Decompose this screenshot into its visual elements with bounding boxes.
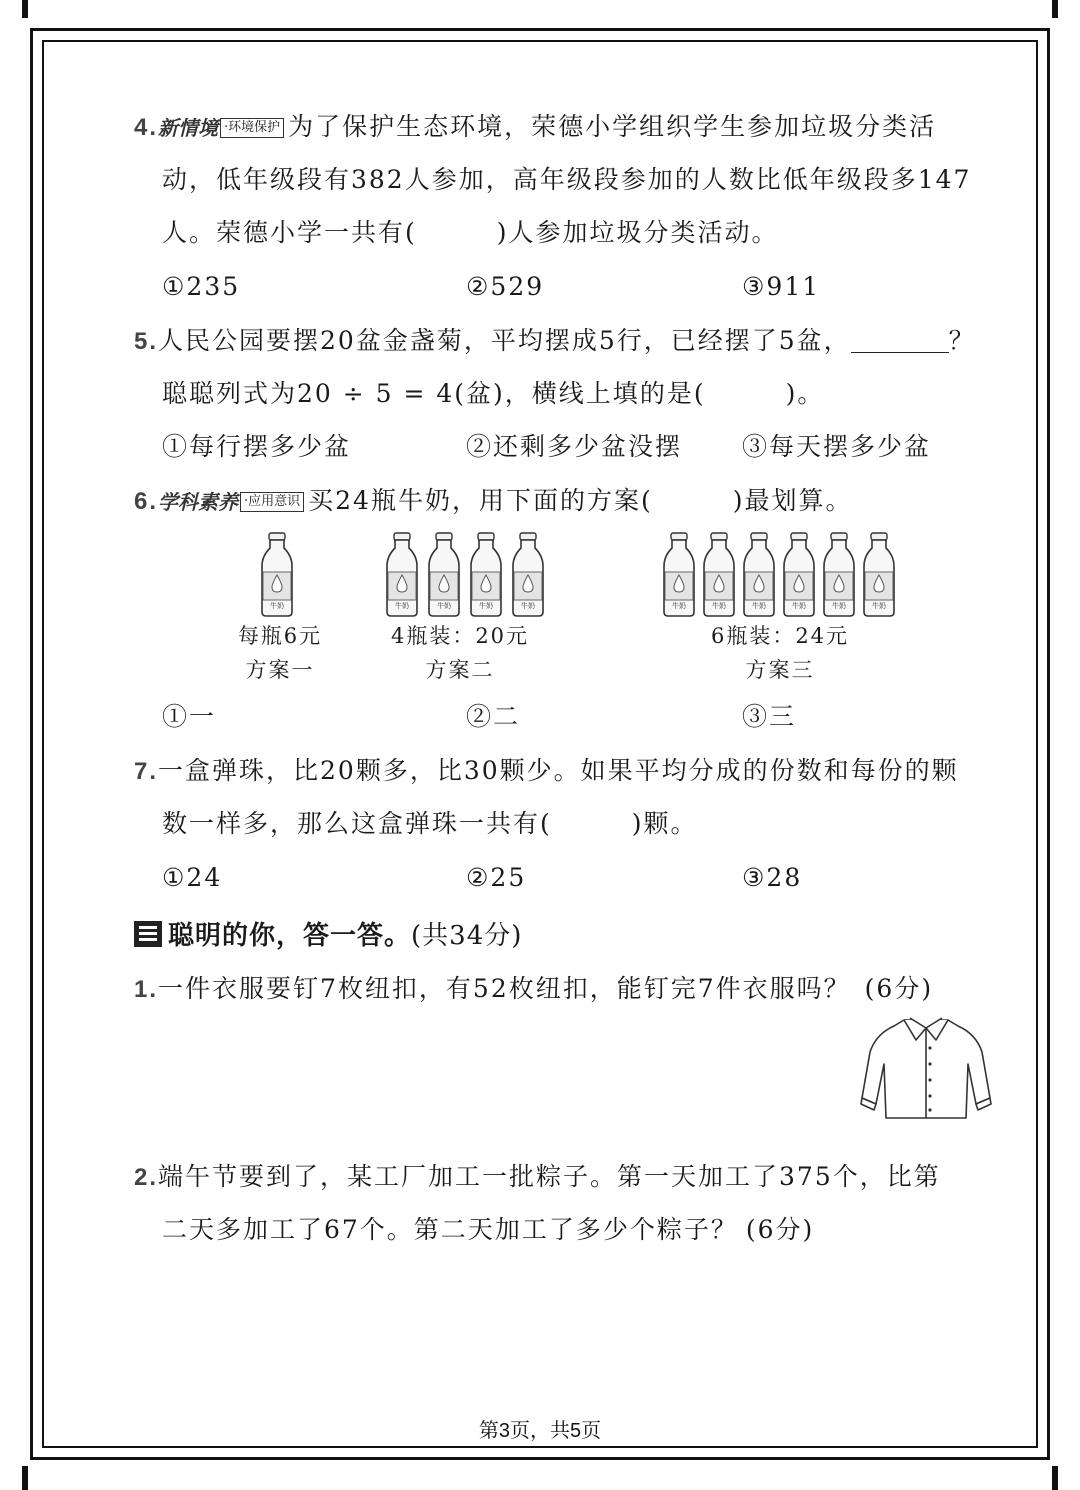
- page-number: 第3页，共5页: [478, 1420, 602, 1442]
- q4-line-3: [162, 216, 779, 250]
- milk-bottles-illustration: 牛奶: [230, 530, 910, 620]
- bottle-plan3-2: [704, 533, 734, 616]
- plan1-name: 方案一: [245, 658, 315, 682]
- q7-line-1: [134, 754, 959, 789]
- bottle-plan3-3: [744, 533, 774, 616]
- q6-option-2[interactable]: ②二: [466, 702, 521, 731]
- plan3-price: 6瓶装：24元: [710, 624, 850, 648]
- q5-number: 5.: [134, 328, 159, 355]
- q4-text-3a: 人。荣德小学一共有(: [162, 218, 417, 247]
- s3-q1-score: (6分): [864, 974, 934, 1003]
- s3-q2-text-1: 端午节要到了，某工厂加工一批粽子。第一天加工了375个，比第: [158, 1162, 941, 1191]
- q7-number: 7.: [134, 758, 159, 785]
- s3-q2-number: 2.: [134, 1164, 159, 1191]
- q4-tag-sub: ·环境保护: [220, 118, 284, 138]
- plan2-name: 方案二: [425, 658, 495, 682]
- q4-line-1: [134, 110, 936, 145]
- s3-q2-score: (6分): [745, 1215, 815, 1244]
- top-left-corner-mark: [22, 0, 28, 18]
- q6-option-1[interactable]: ①一: [162, 702, 217, 731]
- bottle-plan3-6: [864, 533, 894, 616]
- s3-q2-text-2: 二天多加工了67个。第二天加工了多少个粽子？: [162, 1215, 738, 1244]
- q6-text-1b: )最划算。: [732, 486, 853, 515]
- s3-q1-text: 一件衣服要钉7枚纽扣，有52枚纽扣，能钉完7件衣服吗？: [158, 974, 851, 1003]
- q7-option-1[interactable]: ①24: [162, 863, 223, 892]
- bottle-plan2-3: [471, 533, 501, 616]
- q5-option-2[interactable]: ②还剩多少盆没摆: [466, 432, 683, 461]
- q4-option-3[interactable]: ③911: [742, 272, 821, 301]
- q4-tag-main: 新情境: [158, 116, 219, 140]
- q4-text-2: 动，低年级段有382人参加，高年级段参加的人数比低年级段多147: [162, 165, 972, 194]
- q4-number: 4.: [134, 114, 159, 141]
- top-right-corner-mark: [1052, 0, 1058, 18]
- q5-option-3[interactable]: ③每天摆多少盆: [742, 432, 932, 461]
- q7-line-2: [162, 807, 698, 841]
- bottle-plan2-2: [429, 533, 459, 616]
- s3-q2-line-2: [162, 1213, 814, 1247]
- bottle-plan2-4: [513, 533, 543, 616]
- section-3-score: (共34分): [411, 921, 523, 951]
- plan2-price: 4瓶装：20元: [390, 624, 530, 648]
- q7-text-1: 一盒弹珠，比20颗多，比30颗少。如果平均分成的份数和每份的颗: [158, 756, 959, 785]
- bottle-plan3-4: [784, 533, 814, 616]
- q6-number: 6.: [134, 488, 159, 515]
- q6-option-3[interactable]: ③三: [742, 702, 797, 731]
- q4-option-2[interactable]: ②529: [466, 272, 545, 301]
- bottle-plan3-1: [664, 533, 694, 616]
- bottle-plan1-1: [262, 533, 292, 616]
- q5-text-2a: 聪聪列式为20 ÷ 5 = 4(盆)，横线上填的是(: [162, 379, 706, 408]
- s3-q2-line-1: [134, 1160, 941, 1195]
- q5-line-2: [162, 377, 824, 411]
- q5-line-1: [134, 324, 976, 359]
- plan3-name: 方案三: [745, 658, 815, 682]
- q5-text-2b: )。: [785, 379, 825, 408]
- q6-tag-main: 学科素养: [158, 490, 239, 514]
- bottom-right-corner-mark: [1052, 1466, 1058, 1490]
- q7-option-2[interactable]: ②25: [466, 863, 527, 892]
- bottom-left-corner-mark: [22, 1466, 28, 1490]
- q4-line-2: [162, 163, 971, 197]
- q5-fill-line[interactable]: [851, 326, 949, 353]
- section-3-title: 聪明的你，答一答。: [168, 921, 412, 951]
- section-3-heading: [134, 918, 522, 954]
- plan1-price: 每瓶6元: [237, 624, 323, 648]
- q4-text-3b: )人参加垃圾分类活动。: [496, 218, 779, 247]
- q4-text-1: 为了保护生态环境，荣德小学组织学生参加垃圾分类活: [288, 112, 937, 141]
- q5-text-1-end: ？: [948, 326, 976, 355]
- bottle-plan3-5: [824, 533, 854, 616]
- q4-option-1[interactable]: ①235: [162, 272, 241, 301]
- q5-option-1[interactable]: ①每行摆多少盆: [162, 432, 352, 461]
- shirt-icon: [860, 1012, 992, 1122]
- q6-line-1: [134, 484, 853, 519]
- q7-text-2b: )颗。: [631, 809, 698, 838]
- bottle-plan2-1: [387, 533, 417, 616]
- section-3-icon: [134, 921, 162, 947]
- q7-text-2a: 数一样多，那么这盒弹珠一共有(: [162, 809, 552, 838]
- q5-text-1: 人民公园要摆20盆金盏菊，平均摆成5行，已经摆了5盆，: [158, 326, 851, 355]
- q6-tag-sub: ·应用意识: [240, 492, 304, 512]
- s3-q1-number: 1.: [134, 976, 159, 1003]
- q6-text-1a: 买24瓶牛奶，用下面的方案(: [308, 486, 653, 515]
- s3-q1-line: [134, 972, 933, 1007]
- q7-option-3[interactable]: ③28: [742, 863, 803, 892]
